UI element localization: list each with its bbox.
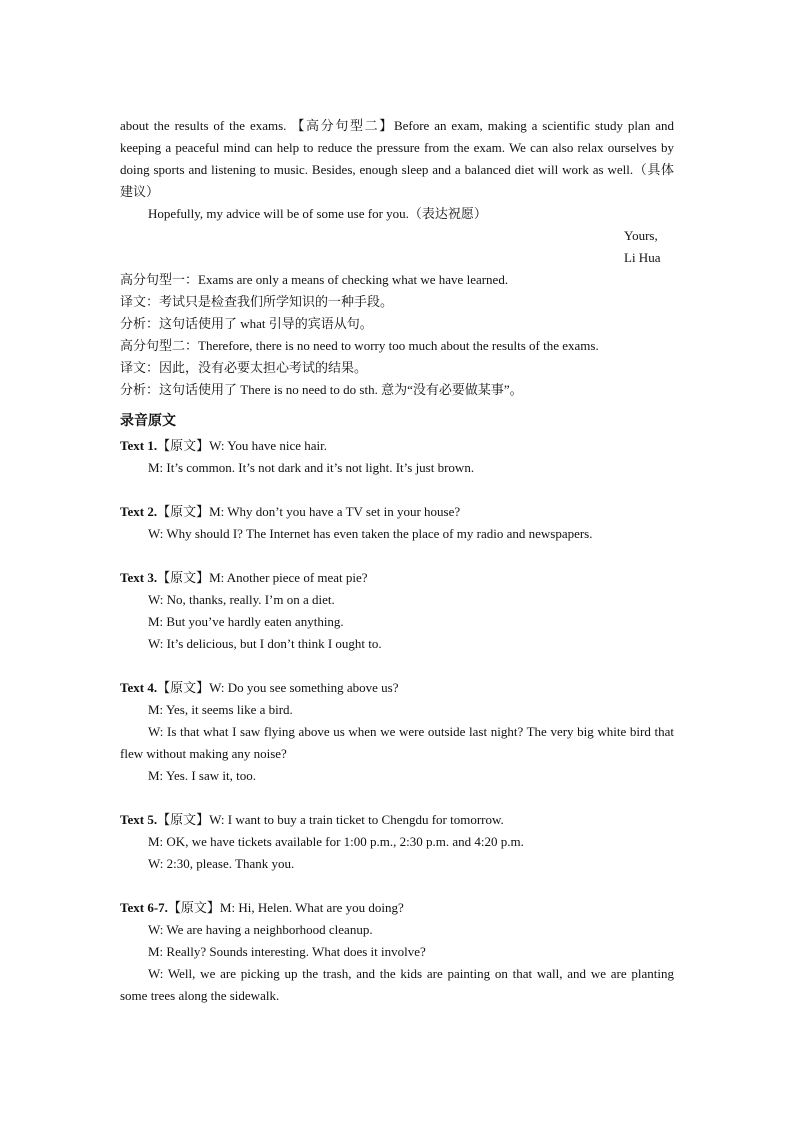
- transcript-first-line: [120, 897, 674, 919]
- dialogue-line: W: We are having a neighborhood cleanup.: [148, 922, 373, 937]
- original-tag: 【原文】: [157, 680, 210, 695]
- text-number: Text 4.: [120, 680, 158, 695]
- text-number: Text 2.: [120, 504, 158, 519]
- analysis-line: [120, 269, 674, 291]
- transcript-first-line: [120, 677, 674, 699]
- original-tag: 【原文】: [157, 570, 210, 585]
- text-number: Text 1.: [120, 438, 158, 453]
- dialogue-line: W: Why should I? The Internet has even taken the place of my radio and newspapers.: [148, 526, 593, 541]
- transcript-text-5: [120, 809, 674, 875]
- letter-signature: Li Hua: [624, 250, 661, 265]
- dialogue-line: W: Is that what I saw flying above us when we were outside last night? The very big white bird that flew without making any noise?: [120, 724, 674, 761]
- analysis-text: 这句话使用了 There is no need to do sth. 意为“没有必要做某事”。: [159, 382, 523, 397]
- transcript-first-line: [120, 809, 674, 831]
- dialogue-line: M: OK, we have tickets available for 1:00 p.m., 2:30 p.m. and 4:20 p.m.: [148, 834, 524, 849]
- text-number: Text 5.: [120, 812, 158, 827]
- transcript-text-6-7: [120, 897, 674, 1007]
- analysis-line: [120, 313, 674, 335]
- dialogue-line: M: It’s common. It’s not dark and it’s not light. It’s just brown.: [148, 460, 475, 475]
- text-number: Text 6-7.: [120, 900, 168, 915]
- analysis-line: [120, 357, 674, 379]
- dialogue-line: W: Do you see something above us?: [209, 680, 399, 695]
- analysis-label: 高分句型二：: [120, 338, 199, 353]
- original-tag: 【原文】: [167, 900, 220, 915]
- transcript-text-3: [120, 567, 674, 655]
- analysis-line: [120, 379, 674, 401]
- dialogue-line: M: Another piece of meat pie?: [209, 570, 368, 585]
- dialogue-line: M: Yes, it seems like a bird.: [148, 702, 293, 717]
- dialogue-line: W: 2:30, please. Thank you.: [148, 856, 295, 871]
- sentence-analysis: [120, 269, 674, 401]
- dialogue-line: M: Yes. I saw it, too.: [148, 768, 256, 783]
- analysis-line: [120, 291, 674, 313]
- transcript-text-2: [120, 501, 674, 545]
- transcript-first-line: [120, 567, 674, 589]
- essay-paragraph-suggestions: [120, 115, 674, 203]
- transcript-first-line: [120, 435, 674, 457]
- dialogue-line: W: I want to buy a train ticket to Chengdu for tomorrow.: [209, 812, 504, 827]
- essay-text: Before an exam, making a scientific study plan and keeping a peaceful mind can help to reduce the pressure from the exam. We can also relax ourselves by doing sports and listening to music. Besides, enough sleep and a balanced diet will work as well.: [120, 118, 674, 177]
- dialogue-line: W: No, thanks, really. I’m on a diet.: [148, 592, 335, 607]
- essay-note: （具体建议）: [120, 162, 674, 199]
- sentence-tag: 【高分句型二】: [291, 118, 394, 133]
- analysis-label: 译文：: [120, 294, 160, 309]
- analysis-text: Therefore, there is no need to worry too much about the results of the exams.: [198, 338, 599, 353]
- dialogue-line: W: You have nice hair.: [209, 438, 328, 453]
- analysis-label: 分析：: [120, 316, 160, 331]
- dialogue-line: M: But you’ve hardly eaten anything.: [148, 614, 344, 629]
- transcript-text-1: [120, 435, 674, 479]
- essay-note: （表达祝愿）: [408, 206, 487, 221]
- dialogue-line: W: Well, we are picking up the trash, and the kids are painting on that wall, and we are planting some trees along the sidewalk.: [120, 966, 674, 1003]
- original-tag: 【原文】: [157, 504, 210, 519]
- dialogue-line: M: Hi, Helen. What are you doing?: [219, 900, 404, 915]
- analysis-label: 分析：: [120, 382, 160, 397]
- analysis-line: [120, 335, 674, 357]
- original-tag: 【原文】: [157, 438, 210, 453]
- analysis-text: 这句话使用了 what 引导的宾语从句。: [159, 316, 373, 331]
- analysis-text: 考试只是检查我们所学知识的一种手段。: [159, 294, 394, 309]
- dialogue-line: M: Really? Sounds interesting. What does it involve?: [148, 944, 426, 959]
- text-number: Text 3.: [120, 570, 158, 585]
- essay-text: about the results of the exams.: [120, 118, 287, 133]
- dialogue-line: W: It’s delicious, but I don’t think I ought to.: [148, 636, 382, 651]
- section-heading: 录音原文: [120, 414, 176, 429]
- original-tag: 【原文】: [157, 812, 210, 827]
- dialogue-line: M: Why don’t you have a TV set in your house?: [209, 504, 461, 519]
- transcript-first-line: [120, 501, 674, 523]
- essay-text: Hopefully, my advice will be of some use for you.: [148, 206, 409, 221]
- transcript-text-4: [120, 677, 674, 787]
- analysis-text: Exams are only a means of checking what we have learned.: [198, 272, 509, 287]
- page-content: [120, 115, 674, 1007]
- analysis-label: 高分句型一：: [120, 272, 199, 287]
- analysis-text: 因此，没有必要太担心考试的结果。: [159, 360, 368, 375]
- letter-closing: Yours,: [624, 228, 658, 243]
- essay-paragraph-wishes: [120, 203, 674, 225]
- analysis-label: 译文：: [120, 360, 160, 375]
